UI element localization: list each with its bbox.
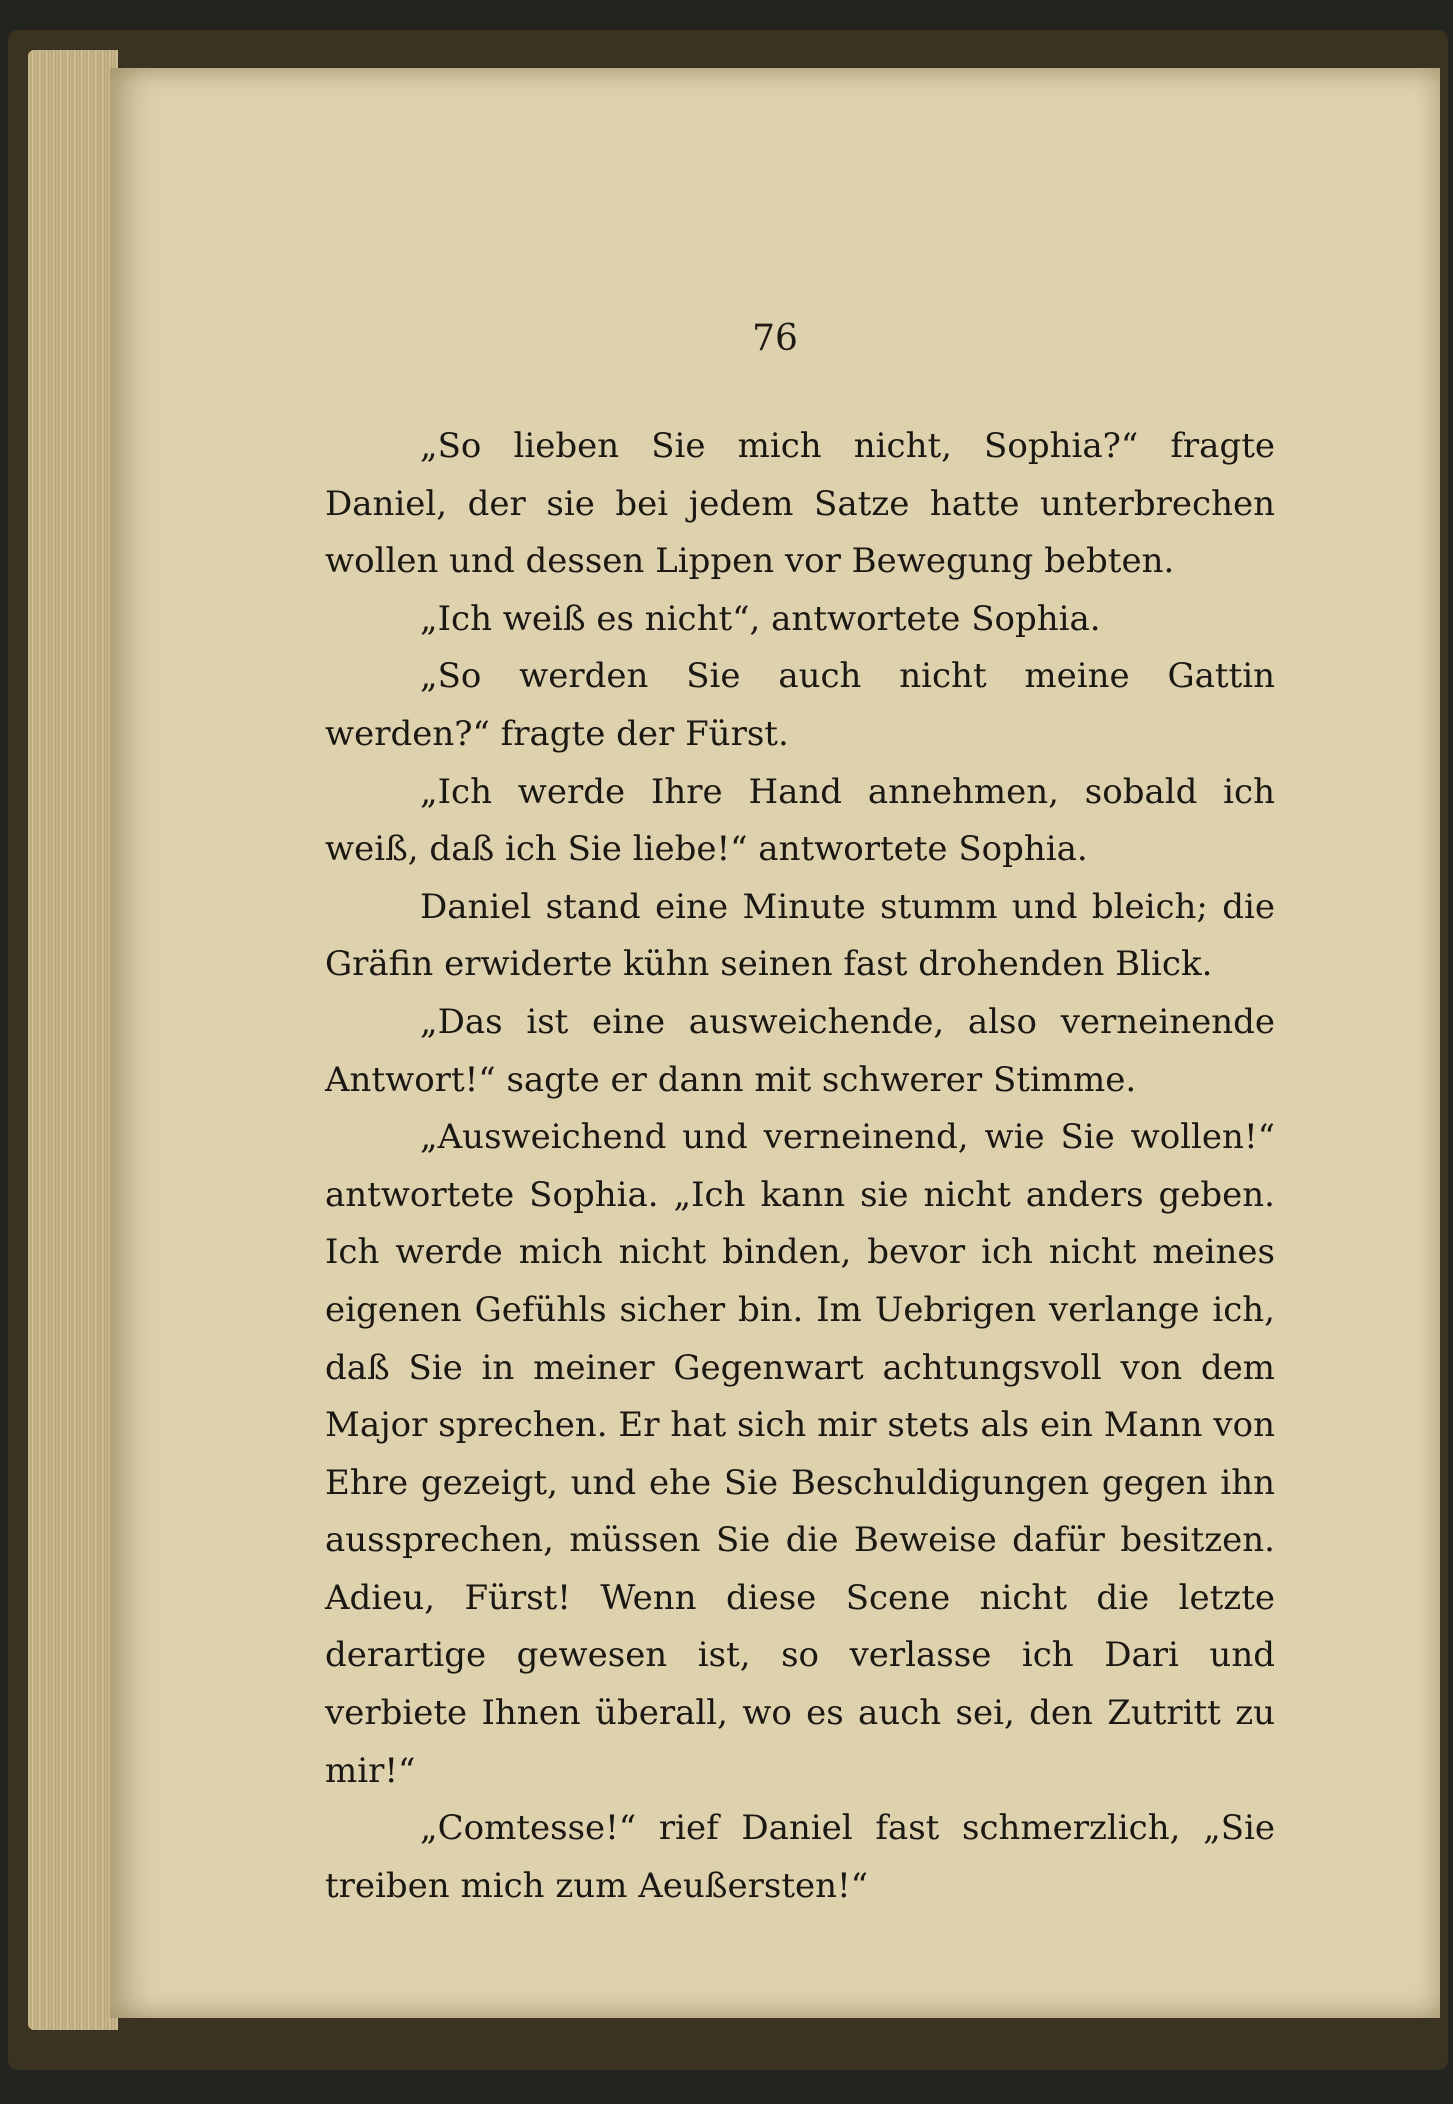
paragraph: „So lieben Sie mich nicht, Sophia?“ fragte Daniel, der sie bei jedem Satze hatte unterbrechen wollen und dessen Lippen vor Bewegung bebten.	[325, 426, 1275, 582]
paragraph: „Ich weiß es nicht“, antwortete Sophia.	[420, 598, 1101, 639]
page-number: 76	[752, 318, 798, 359]
paragraph: „Comtesse!“ rief Daniel fast schmerzlich, „Sie treiben mich zum Aeußersten!“	[325, 1808, 1275, 1906]
book-page	[110, 68, 1440, 2018]
paragraph: „Ausweichend und verneinend, wie Sie wollen!“ antwortete Sophia. „Ich kann sie nicht anders geben. Ich werde mich nicht binden, bevor ich nicht meines eigenen Gefühls sicher bin. Im Uebrigen verlange ich, daß Sie in meiner Gegenwart achtungsvoll von dem Major sprechen. Er hat sich mir stets als ein Mann von Ehre gezeigt, und ehe Sie Beschuldigungen gegen ihn aussprechen, müssen Sie die Beweise dafür besitzen. Adieu, Fürst! Wenn diese Scene nicht die letzte derartige gewesen ist, so verlasse ich Dari und verbiete Ihnen überall, wo es auch sei, den Zutritt zu mir!“	[325, 1117, 1275, 1791]
paragraph: „Das ist eine ausweichende, also verneinende Antwort!“ sagte er dann mit schwerer Stimme.	[325, 1001, 1275, 1100]
text-block	[325, 418, 1275, 1915]
paragraph: „Ich werde Ihre Hand annehmen, sobald ich weiß, daß ich Sie liebe!“ antwortete Sophia.	[325, 771, 1275, 870]
page-edges	[28, 50, 118, 2030]
paragraph: „So werden Sie auch nicht meine Gattin werden?“ fragte der Fürst.	[325, 656, 1275, 754]
paragraph: Daniel stand eine Minute stumm und bleich; die Gräfin erwiderte kühn seinen fast drohenden Blick.	[325, 886, 1275, 985]
